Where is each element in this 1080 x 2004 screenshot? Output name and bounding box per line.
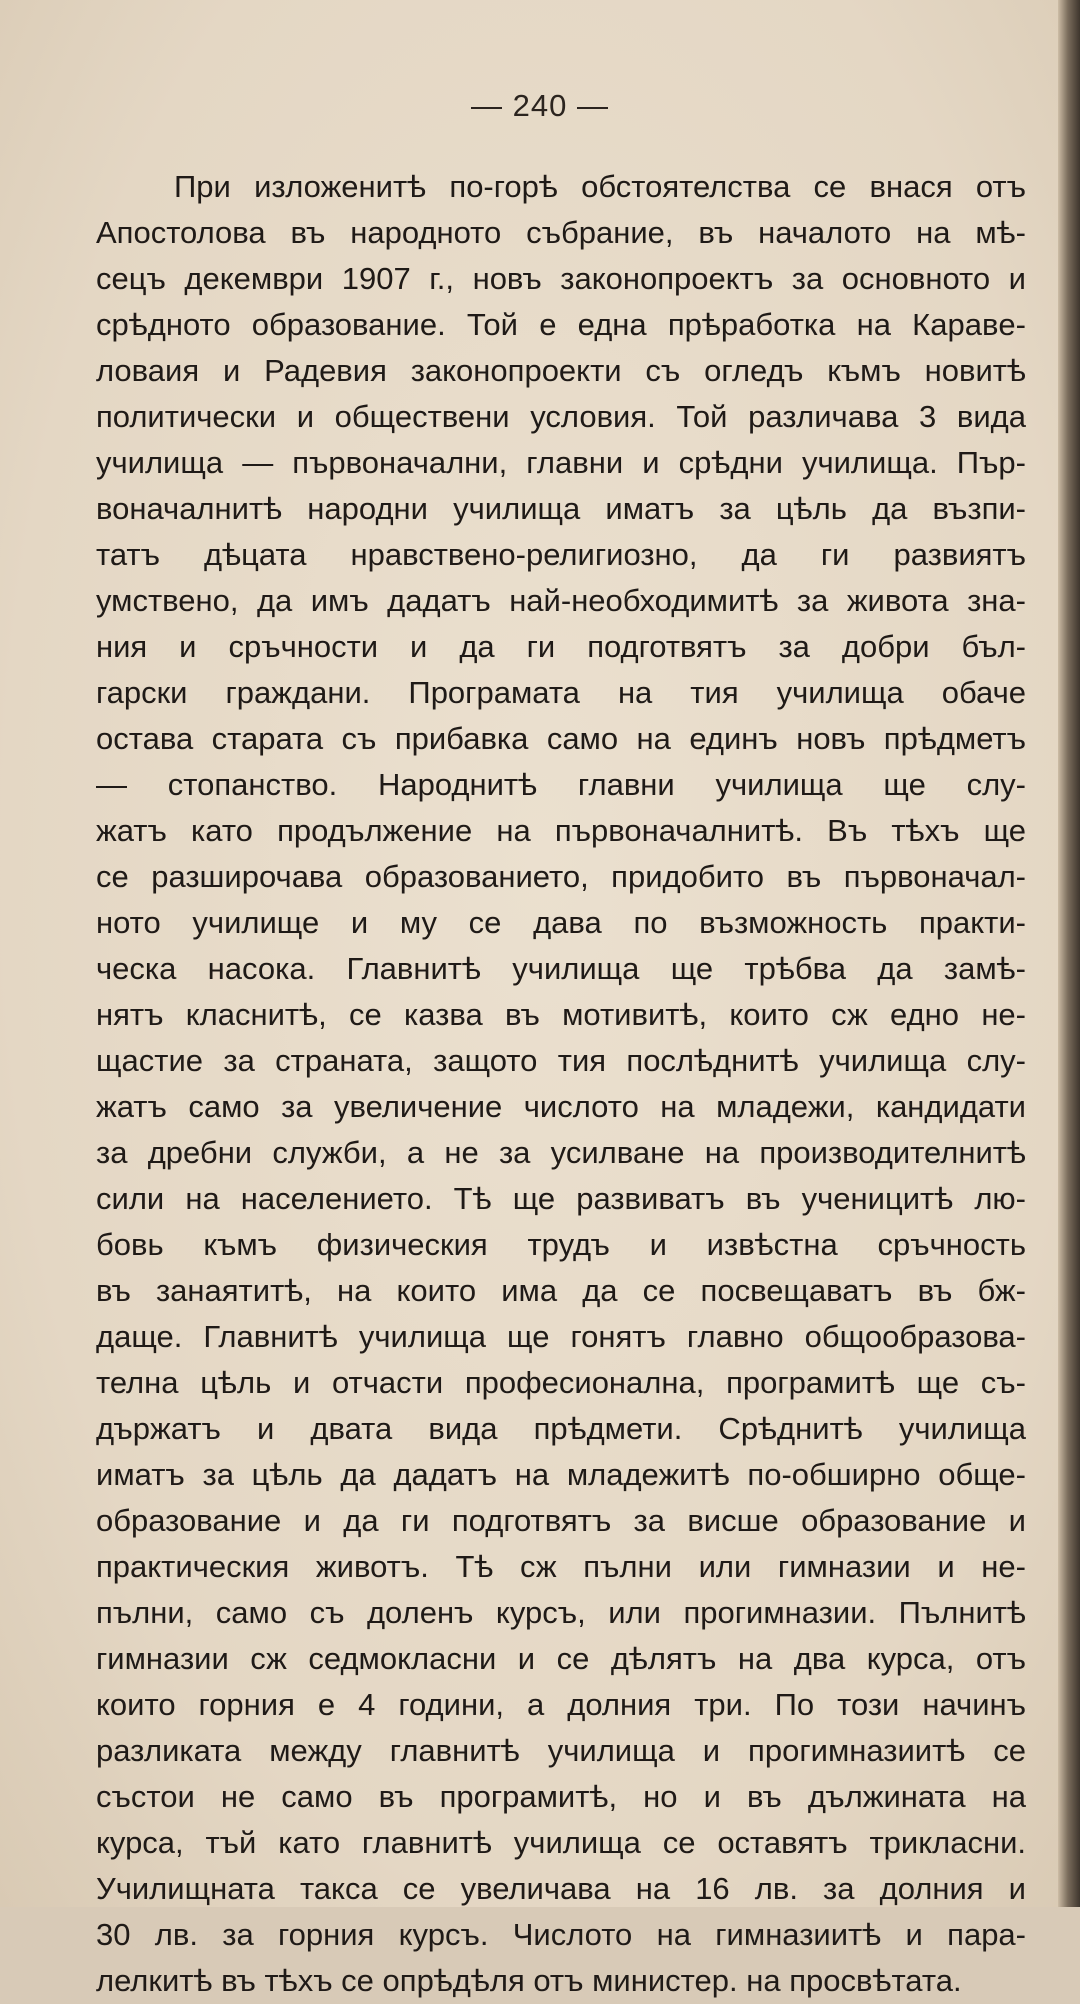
text-line: пълни, само съ доленъ курсъ, или прогимназии. Пълнитѣ xyxy=(96,1595,1026,1630)
text-line: жатъ като продължение на първоначалнитѣ. Въ тѣхъ ще xyxy=(96,813,1026,848)
text-line: държатъ и двата вида прѣдмети. Срѣднитѣ училища xyxy=(96,1411,1026,1446)
text-line: срѣдното образование. Той е една прѣработка на Каравe- xyxy=(96,307,1026,342)
text-line: жатъ само за увеличение числото на младежи, кандидати xyxy=(96,1089,1026,1124)
text-line: ния и сръчности и да ги подготвятъ за добри бъл- xyxy=(96,629,1026,664)
page-gutter-shadow xyxy=(1058,0,1080,1907)
text-line: ловаия и Радевия законопроекти съ огледъ къмъ новитѣ xyxy=(96,353,1026,388)
text-line: ческа насока. Главнитѣ училища ще трѣбва да замѣ- xyxy=(96,951,1026,986)
text-line: Училищната такса се увеличава на 16 лв. за долния и xyxy=(96,1871,1026,1906)
text-line: сецъ декември 1907 г., новъ законопроектъ за основното и xyxy=(96,261,1026,296)
text-line: образование и да ги подготвятъ за висше образование и xyxy=(96,1503,1026,1538)
text-line: — стопанство. Народнитѣ главни училища ще слу- xyxy=(96,767,1026,802)
text-line: които горния е 4 години, а долния три. По този начинъ xyxy=(96,1687,1026,1722)
text-line: гимназии сж седмокласни и се дѣлятъ на два курса, отъ xyxy=(96,1641,1026,1676)
text-line: за дребни служби, а не за усилване на производителнитѣ xyxy=(96,1135,1026,1170)
text-line: бовь къмъ физическия трудъ и извѣстна сръчность xyxy=(96,1227,1026,1262)
text-line: умствено, да имъ дадатъ най-необходимитѣ за живота зна- xyxy=(96,583,1026,618)
text-line: воначалнитѣ народни училища иматъ за цѣль да възпи- xyxy=(96,491,1026,526)
text-line: гарски граждани. Програмата на тия училища обаче xyxy=(96,675,1026,710)
text-line: сили на населението. Тѣ ще развиватъ въ ученицитѣ лю- xyxy=(96,1181,1026,1216)
text-line: 30 лв. за горния курсъ. Числото на гимназиитѣ и пара- xyxy=(96,1917,1026,1952)
text-line: иматъ за цѣль да дадатъ на младежитѣ по-обширно обще- xyxy=(96,1457,1026,1492)
text-line: При изложенитѣ по-горѣ обстоятелства се внася отъ xyxy=(174,169,1026,204)
text-line: въ занаятитѣ, на които има да се посвещаватъ въ бж- xyxy=(96,1273,1026,1308)
text-line: Апостолова въ народното събрание, въ началото на мѣ- xyxy=(96,215,1026,250)
text-line: телна цѣль и отчасти професионална, програмитѣ ще съ- xyxy=(96,1365,1026,1400)
text-line: остава старата съ прибавка само на единъ новъ прѣдметъ xyxy=(96,721,1026,756)
text-line: даще. Главнитѣ училища ще гонятъ главно общообразова- xyxy=(96,1319,1026,1354)
text-line: татъ дѣцата нравствено-религиозно, да ги развиятъ xyxy=(96,537,1026,572)
text-line: се разширочава образованието, придобито въ първоначал- xyxy=(96,859,1026,894)
text-line: курса, тъй като главнитѣ училища се оставятъ трикласни. xyxy=(96,1825,1026,1860)
text-line: ното училище и му се дава по възможность практи- xyxy=(96,905,1026,940)
text-line: състои не само въ програмитѣ, но и въ дължината на xyxy=(96,1779,1026,1814)
body-text xyxy=(96,164,1026,2004)
page-number-header: — 240 — xyxy=(471,88,609,123)
text-line: практическия животъ. Тѣ сж пълни или гимназии и не- xyxy=(96,1549,1026,1584)
text-line: разликата между главнитѣ училища и прогимназиитѣ се xyxy=(96,1733,1026,1768)
text-line: политически и обществени условия. Той различава 3 вида xyxy=(96,399,1026,434)
text-line: лелкитѣ въ тѣхъ се опрѣдѣля отъ министер. на просвѣтата. xyxy=(96,1963,962,1998)
text-line: училища — първоначални, главни и срѣдни училища. Пър- xyxy=(96,445,1026,480)
text-line: щастие за страната, защото тия послѣднитѣ училища слу- xyxy=(96,1043,1026,1078)
text-line: нятъ класнитѣ, се казва въ мотивитѣ, които сж едно не- xyxy=(96,997,1026,1032)
